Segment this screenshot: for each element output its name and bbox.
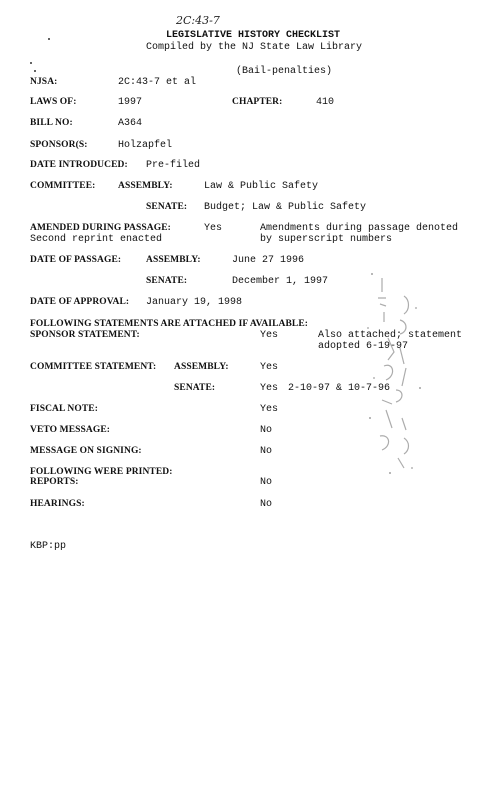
amended-note-line-1: Amendments during passage denoted — [260, 223, 459, 234]
veto-message-label: VETO MESSAGE: — [30, 425, 111, 435]
reports-value: No — [260, 477, 273, 488]
document-title: LEGISLATIVE HISTORY CHECKLIST — [166, 30, 341, 41]
introduced-label: DATE INTRODUCED: — [30, 160, 128, 170]
committee-statement-senate-value: Yes — [260, 383, 279, 394]
approval-label: DATE OF APPROVAL: — [30, 297, 130, 307]
committee-statement-label: COMMITTEE STATEMENT: — [30, 362, 157, 372]
fiscal-note-label: FISCAL NOTE: — [30, 404, 98, 414]
sponsor-statement-label: SPONSOR STATEMENT: — [30, 330, 140, 340]
chapter-value: 410 — [316, 97, 335, 108]
committee-label: COMMITTEE: — [30, 181, 96, 191]
footer-initials: KBP:pp — [30, 541, 67, 552]
approval-value: January 19, 1998 — [146, 297, 243, 308]
sponsor-statement-note-1: Also attached; statement — [318, 330, 463, 341]
passage-assembly-label: ASSEMBLY: — [146, 255, 201, 265]
committee-statement-senate-label: SENATE: — [174, 383, 216, 393]
statements-heading: FOLLOWING STATEMENTS ARE ATTACHED IF AVAILABLE: — [30, 319, 309, 329]
passage-senate-value: December 1, 1997 — [232, 276, 329, 287]
scan-speck — [34, 70, 36, 72]
signing-message-label: MESSAGE ON SIGNING: — [30, 446, 142, 456]
sponsor-statement-note-2: adopted 6-19-97 — [318, 341, 409, 352]
document-subtitle: Compiled by the NJ State Law Library — [146, 42, 363, 53]
handwritten-note: 2C:43-7 — [176, 14, 220, 27]
subject: (Bail-penalties) — [236, 66, 333, 77]
amended-note-line-2: by superscript numbers — [260, 234, 393, 245]
reprint-note: Second reprint enacted — [30, 234, 163, 245]
laws-value: 1997 — [118, 97, 143, 108]
committee-statement-senate-note: 2-10-97 & 10-7-96 — [288, 383, 391, 394]
njsa-label: NJSA: — [30, 77, 58, 87]
amended-label: AMENDED DURING PASSAGE: — [30, 223, 171, 233]
signing-message-value: No — [260, 446, 273, 457]
hearings-label: HEARINGS: — [30, 499, 85, 509]
amended-value: Yes — [204, 223, 223, 234]
sponsor-value: Holzapfel — [118, 140, 173, 151]
scan-speck — [48, 38, 50, 40]
committee-senate-value: Budget; Law & Public Safety — [204, 202, 367, 213]
bill-value: A364 — [118, 118, 143, 129]
committee-assembly-value: Law & Public Safety — [204, 181, 319, 192]
hearings-value: No — [260, 499, 273, 510]
passage-label: DATE OF PASSAGE: — [30, 255, 122, 265]
sponsor-statement-value: Yes — [260, 330, 279, 341]
sponsor-label: SPONSOR(S: — [30, 140, 88, 150]
library-stamp — [360, 268, 430, 483]
passage-assembly-value: June 27 1996 — [232, 255, 305, 266]
committee-assembly-label: ASSEMBLY: — [118, 181, 173, 191]
introduced-value: Pre-filed — [146, 160, 201, 171]
bill-label: BILL NO: — [30, 118, 73, 128]
reports-label: REPORTS: — [30, 477, 79, 487]
veto-message-value: No — [260, 425, 273, 436]
fiscal-note-value: Yes — [260, 404, 279, 415]
laws-label: LAWS OF: — [30, 97, 77, 107]
printed-heading: FOLLOWING WERE PRINTED: — [30, 467, 173, 477]
committee-senate-label: SENATE: — [146, 202, 188, 212]
chapter-label: CHAPTER: — [232, 97, 283, 107]
committee-statement-assembly-label: ASSEMBLY: — [174, 362, 229, 372]
njsa-value: 2C:43-7 et al — [118, 77, 197, 88]
passage-senate-label: SENATE: — [146, 276, 188, 286]
scan-speck — [30, 62, 32, 64]
committee-statement-assembly-value: Yes — [260, 362, 279, 373]
